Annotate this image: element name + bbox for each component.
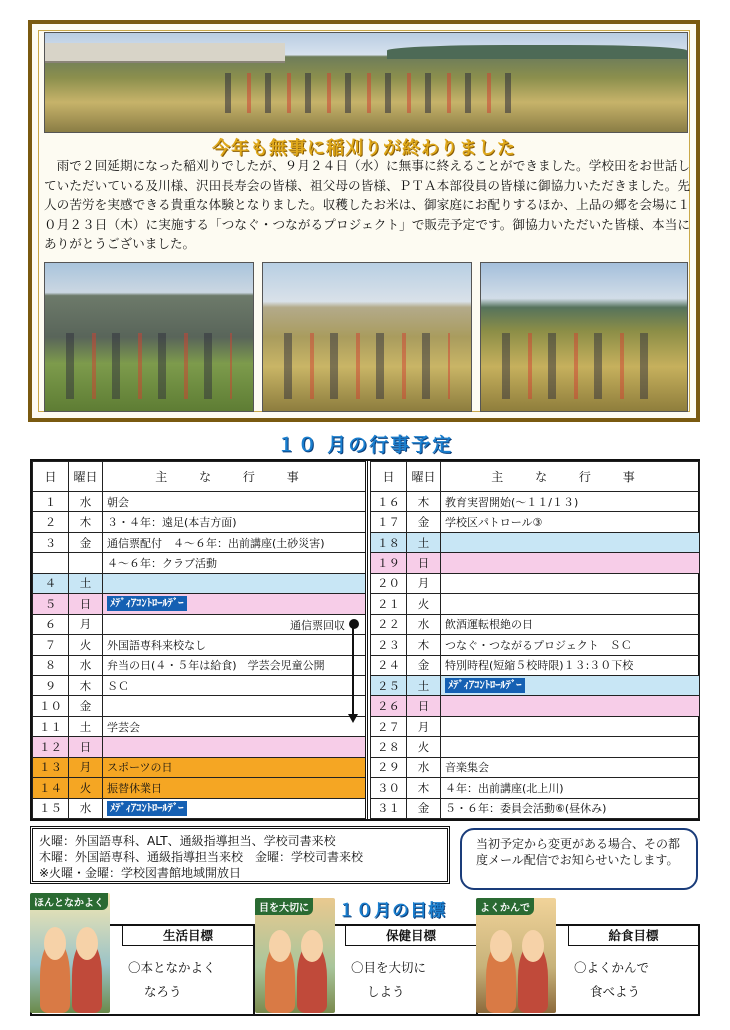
row-event: 弁当の日(４・５年は給食) 学芸会児童公開 bbox=[103, 655, 367, 675]
row-day: ２５ bbox=[371, 675, 407, 695]
news-body: 雨で２回延期になった稲刈りでしたが、９月２４日（水）に無事に終えることができました。学校田をお世話していただいている及川様、沢田長寿会の皆様、祖父母の皆様、ＰＴＡ本部役員の皆様に御協力いただきました。先人の苦労を実感できる貴重な体験となりました。収穫したお米は、御家庭にお配りするほか、上品の郷を会場に１０月２３日（木）に実施する「つなぐ・つながるプロジェクト」で販売予定です。御協力いただいた皆様、本当にありがとうございました。 bbox=[44, 158, 691, 252]
row-day: ２２ bbox=[371, 614, 407, 634]
row-event bbox=[441, 675, 700, 695]
row-event bbox=[441, 573, 700, 593]
row-event bbox=[441, 696, 700, 716]
row-weekday: 月 bbox=[407, 716, 441, 736]
schedule-row bbox=[371, 655, 700, 675]
row-weekday: 日 bbox=[69, 737, 103, 757]
kid-face bbox=[522, 930, 544, 962]
header-event: 主 な 行 事 bbox=[441, 462, 700, 492]
row-day: ２３ bbox=[371, 635, 407, 655]
row-day: １２ bbox=[33, 737, 69, 757]
row-weekday: 水 bbox=[69, 655, 103, 675]
schedule-row bbox=[33, 675, 367, 695]
schedule-row bbox=[371, 737, 700, 757]
row-weekday: 金 bbox=[407, 655, 441, 675]
row-weekday: 木 bbox=[407, 635, 441, 655]
row-weekday: 木 bbox=[69, 512, 103, 532]
row-day: １６ bbox=[371, 492, 407, 512]
schedule-row bbox=[33, 594, 367, 614]
kid-face bbox=[490, 930, 512, 962]
row-event: 学芸会 bbox=[103, 716, 367, 736]
row-weekday: 水 bbox=[407, 614, 441, 634]
row-event: 通信票配付 ４～６年：出前講座(土砂災害) bbox=[103, 532, 367, 552]
goal-head: 給食目標 bbox=[568, 926, 698, 946]
goal-text bbox=[128, 956, 249, 1004]
schedule-row bbox=[33, 532, 367, 552]
schedule-row bbox=[371, 553, 700, 573]
row-event: ４～６年：クラブ活動 bbox=[103, 553, 367, 573]
goal-line: 〇本となかよく bbox=[128, 960, 216, 975]
schedule-row bbox=[33, 655, 367, 675]
row-weekday: 火 bbox=[407, 737, 441, 757]
row-day: ２１ bbox=[371, 594, 407, 614]
row-event: つなぐ・つながるプロジェクト ＳＣ bbox=[441, 635, 700, 655]
kid-face bbox=[301, 930, 323, 962]
photo-people bbox=[66, 333, 232, 400]
row-event: 学校区パトロール③ bbox=[441, 512, 700, 532]
row-day: １７ bbox=[371, 512, 407, 532]
eye-care-illustration bbox=[255, 898, 335, 1013]
row-weekday bbox=[69, 553, 103, 573]
schedule-title: １０ 月の行事予定 bbox=[276, 434, 454, 456]
goal-line: 〇よくかんで bbox=[574, 960, 650, 975]
row-weekday: 土 bbox=[407, 532, 441, 552]
row-day: ８ bbox=[33, 655, 69, 675]
row-weekday: 火 bbox=[407, 594, 441, 614]
row-day: ５ bbox=[33, 594, 69, 614]
schedule-row bbox=[371, 716, 700, 736]
row-weekday: 金 bbox=[69, 696, 103, 716]
header-event: 主 な 行 事 bbox=[103, 462, 367, 492]
schedule-row bbox=[33, 798, 367, 818]
row-weekday: 月 bbox=[69, 757, 103, 777]
rice-harvest-photo-wide bbox=[44, 32, 688, 133]
photo-people bbox=[284, 333, 450, 400]
chewing-illustration bbox=[476, 898, 556, 1013]
row-weekday: 金 bbox=[407, 798, 441, 818]
row-day: ２９ bbox=[371, 757, 407, 777]
schedule-row bbox=[33, 737, 367, 757]
goals-title: １０月の目標 bbox=[338, 901, 446, 921]
mountains bbox=[387, 45, 687, 59]
kid-face bbox=[76, 927, 98, 961]
row-weekday: 土 bbox=[69, 573, 103, 593]
row-event: ３・４年：遠足(本吉方面) bbox=[103, 512, 367, 532]
goal-head: 保健目標 bbox=[345, 926, 476, 946]
staff-visit-notes bbox=[30, 826, 450, 884]
schedule-row bbox=[33, 553, 367, 573]
schedule-row bbox=[371, 492, 700, 512]
illustration-label: ほんとなかよく bbox=[30, 893, 108, 910]
row-weekday: 水 bbox=[69, 492, 103, 512]
row-event: スポーツの日 bbox=[103, 757, 367, 777]
notes-line-2: 木曜：外国語専科、通級指導担当来校 金曜：学校司書来校 bbox=[39, 850, 364, 864]
photo-field-work bbox=[480, 262, 688, 412]
schedule-row bbox=[371, 573, 700, 593]
row-day: ２８ bbox=[371, 737, 407, 757]
schedule-table bbox=[30, 459, 700, 821]
header-day: 日 bbox=[371, 462, 407, 492]
media-control-day-tag: ﾒﾃﾞｨｱｺﾝﾄﾛｰﾙﾃﾞｰ bbox=[445, 678, 525, 693]
row-day: ９ bbox=[33, 675, 69, 695]
header-day: 日 bbox=[33, 462, 69, 492]
row-weekday: 木 bbox=[407, 778, 441, 798]
schedule-row bbox=[371, 614, 700, 634]
schedule-row bbox=[371, 696, 700, 716]
goal-line: しよう bbox=[367, 984, 405, 999]
row-event: ＳＣ bbox=[103, 675, 367, 695]
row-event bbox=[103, 614, 367, 634]
row-event: 特別時程(短縮５校時限)１３:３０下校 bbox=[441, 655, 700, 675]
schedule-row bbox=[371, 635, 700, 655]
row-weekday: 土 bbox=[69, 716, 103, 736]
schedule-row bbox=[371, 798, 700, 818]
illustration-label: よくかんで bbox=[476, 898, 534, 915]
row-event: 教育実習開始(～１１/１３) bbox=[441, 492, 700, 512]
schedule-row bbox=[33, 614, 367, 634]
schedule-row bbox=[33, 573, 367, 593]
photo-volunteers bbox=[44, 262, 254, 412]
row-day: ４ bbox=[33, 573, 69, 593]
row-event bbox=[441, 532, 700, 552]
row-day: １ bbox=[33, 492, 69, 512]
row-weekday: 水 bbox=[69, 798, 103, 818]
goal-text bbox=[574, 956, 694, 1004]
row-day: １９ bbox=[371, 553, 407, 573]
notes-line-3: ※火曜・金曜：学校図書館地域開放日 bbox=[39, 866, 242, 880]
row-day bbox=[33, 553, 69, 573]
schedule-left-body bbox=[33, 492, 367, 819]
schedule-row bbox=[371, 778, 700, 798]
row-weekday: 日 bbox=[407, 696, 441, 716]
schedule-row bbox=[371, 512, 700, 532]
collection-period-line bbox=[352, 627, 354, 715]
schedule-row bbox=[33, 778, 367, 798]
row-weekday: 金 bbox=[69, 532, 103, 552]
row-weekday: 月 bbox=[407, 573, 441, 593]
goal-text bbox=[351, 956, 472, 1004]
school-building bbox=[45, 43, 285, 63]
row-event bbox=[103, 798, 367, 818]
goal-line: 〇目を大切に bbox=[351, 960, 427, 975]
row-event bbox=[441, 716, 700, 736]
schedule-row bbox=[371, 532, 700, 552]
row-weekday: 土 bbox=[407, 675, 441, 695]
row-event: 振替休業日 bbox=[103, 778, 367, 798]
row-event bbox=[103, 594, 367, 614]
schedule-row bbox=[33, 512, 367, 532]
news-frame bbox=[28, 20, 700, 422]
schedule-row bbox=[371, 757, 700, 777]
goal-line: 食べよう bbox=[590, 984, 641, 999]
row-day: ２７ bbox=[371, 716, 407, 736]
schedule-right-body bbox=[371, 492, 700, 819]
row-weekday: 月 bbox=[69, 614, 103, 634]
row-day: ６ bbox=[33, 614, 69, 634]
illustration-label: 目を大切に bbox=[255, 898, 313, 915]
row-weekday: 火 bbox=[69, 778, 103, 798]
header-weekday: 曜日 bbox=[407, 462, 441, 492]
row-event bbox=[441, 737, 700, 757]
schedule-row bbox=[371, 594, 700, 614]
row-event: ４年：出前講座(北上川) bbox=[441, 778, 700, 798]
row-day: ２０ bbox=[371, 573, 407, 593]
down-arrow-icon bbox=[348, 714, 358, 723]
row-day: １８ bbox=[371, 532, 407, 552]
row-event: 朝会 bbox=[103, 492, 367, 512]
row-day: ２ bbox=[33, 512, 69, 532]
row-weekday: 日 bbox=[407, 553, 441, 573]
row-day: １０ bbox=[33, 696, 69, 716]
schedule-left bbox=[32, 461, 368, 819]
report-card-collection: 通信票回収 bbox=[290, 618, 345, 632]
media-control-day-tag: ﾒﾃﾞｨｱｺﾝﾄﾛｰﾙﾃﾞｰ bbox=[107, 596, 187, 611]
row-event bbox=[103, 737, 367, 757]
schedule-row bbox=[33, 635, 367, 655]
change-notice: 当初予定から変更がある場合、その都度メール配信でお知らせいたします。 bbox=[460, 828, 698, 890]
bullet-dot-icon bbox=[349, 619, 359, 629]
reading-kids-illustration bbox=[30, 893, 110, 1013]
row-weekday: 火 bbox=[69, 635, 103, 655]
news-title: 今年も無事に稲刈りが終わりました bbox=[212, 138, 516, 159]
row-event bbox=[103, 696, 367, 716]
row-day: ７ bbox=[33, 635, 69, 655]
schedule-row bbox=[371, 675, 700, 695]
row-event: ５・６年：委員会活動⑥(昼休み) bbox=[441, 798, 700, 818]
row-event: 音楽集会 bbox=[441, 757, 700, 777]
notes-line-1: 火曜：外国語専科、ALT、通級指導担当、学校司書来校 bbox=[39, 834, 336, 848]
row-weekday: 木 bbox=[407, 492, 441, 512]
row-event: 外国語専科来校なし bbox=[103, 635, 367, 655]
row-day: ２４ bbox=[371, 655, 407, 675]
row-event bbox=[441, 553, 700, 573]
schedule-row bbox=[33, 492, 367, 512]
row-day: １５ bbox=[33, 798, 69, 818]
row-event bbox=[441, 594, 700, 614]
row-event bbox=[103, 573, 367, 593]
row-weekday: 日 bbox=[69, 594, 103, 614]
photo-children-cutting bbox=[262, 262, 472, 412]
row-day: ２６ bbox=[371, 696, 407, 716]
schedule-right bbox=[370, 461, 700, 819]
schedule-row bbox=[33, 696, 367, 716]
row-day: ３ bbox=[33, 532, 69, 552]
row-event: 飲酒運転根絶の日 bbox=[441, 614, 700, 634]
goals-table bbox=[30, 924, 700, 1016]
row-weekday: 水 bbox=[407, 757, 441, 777]
row-day: １４ bbox=[33, 778, 69, 798]
kid-face bbox=[44, 927, 66, 961]
header-weekday: 曜日 bbox=[69, 462, 103, 492]
row-day: １１ bbox=[33, 716, 69, 736]
row-day: ３０ bbox=[371, 778, 407, 798]
children-harvesting bbox=[225, 73, 525, 113]
photo-people bbox=[502, 333, 667, 400]
row-weekday: 木 bbox=[69, 675, 103, 695]
media-control-day-tag: ﾒﾃﾞｨｱｺﾝﾄﾛｰﾙﾃﾞｰ bbox=[107, 801, 187, 816]
schedule-row bbox=[33, 757, 367, 777]
row-weekday: 金 bbox=[407, 512, 441, 532]
row-day: ３１ bbox=[371, 798, 407, 818]
goal-head: 生活目標 bbox=[122, 926, 253, 946]
goal-line: なろう bbox=[144, 984, 182, 999]
kid-face bbox=[269, 930, 291, 962]
schedule-row bbox=[33, 716, 367, 736]
row-day: １３ bbox=[33, 757, 69, 777]
